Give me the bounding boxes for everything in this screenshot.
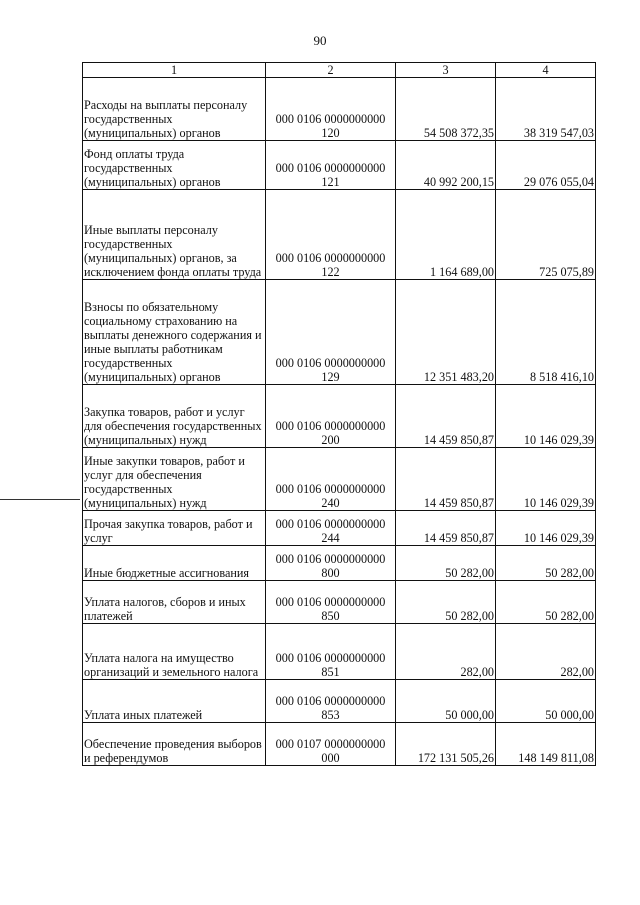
table-row [83,448,596,511]
table-row [83,723,596,766]
row-name: Обеспечение проведения выборов и референдумов [83,723,266,766]
row-value-col3: 1 164 689,00 [396,190,496,280]
row-code [266,190,396,280]
row-name: Прочая закупка товаров, работ и услуг [83,511,266,546]
row-name: Уплата налогов, сборов и иных платежей [83,581,266,624]
header-row [83,63,596,78]
row-code [266,581,396,624]
row-value-col4: 148 149 811,08 [496,723,596,766]
table-row [83,78,596,141]
row-code-line1: 000 0106 0000000000 [275,694,386,708]
row-code-line2: 129 [321,370,340,384]
row-name: Закупка товаров, работ и услуг для обеспечения государственных (муниципальных) нужд [83,385,266,448]
row-value-col4: 10 146 029,39 [496,385,596,448]
row-value-col4: 50 282,00 [496,546,596,581]
row-value-col4: 50 282,00 [496,581,596,624]
row-code-line1: 000 0106 0000000000 [275,651,386,665]
row-code-line1: 000 0106 0000000000 [275,552,386,566]
row-code [266,141,396,190]
row-code [266,78,396,141]
row-code-line2: 800 [321,566,340,580]
row-code-line2: 000 [321,751,340,765]
row-value-col3: 172 131 505,26 [396,723,496,766]
row-code [266,723,396,766]
row-code-line1: 000 0106 0000000000 [275,161,386,175]
row-code-line1: 000 0106 0000000000 [275,251,386,265]
row-value-col4: 8 518 416,10 [496,280,596,385]
row-code [266,546,396,581]
row-name: Уплата иных платежей [83,680,266,723]
row-name: Расходы на выплаты персоналу государственных (муниципальных) органов [83,78,266,141]
budget-table [82,62,596,766]
column-header: 1 [83,63,266,78]
row-code-line1: 000 0107 0000000000 [275,737,386,751]
table-row [83,141,596,190]
row-value-col3: 12 351 483,20 [396,280,496,385]
row-code-line2: 122 [321,265,340,279]
row-code-line2: 244 [321,531,340,545]
table-row [83,511,596,546]
row-code-line2: 120 [321,126,340,140]
row-value-col4: 38 319 547,03 [496,78,596,141]
row-value-col3: 50 282,00 [396,546,496,581]
table-row [83,624,596,680]
margin-rule [0,499,80,500]
row-code [266,385,396,448]
row-name: Уплата налога на имущество организаций и земельного налога [83,624,266,680]
row-value-col3: 14 459 850,87 [396,385,496,448]
row-name: Иные выплаты персоналу государственных (муниципальных) органов, за исключением фонда оплаты труда [83,190,266,280]
row-value-col4: 282,00 [496,624,596,680]
row-value-col4: 10 146 029,39 [496,511,596,546]
table-row [83,680,596,723]
column-header: 3 [396,63,496,78]
row-name: Иные закупки товаров, работ и услуг для обеспечения государственных (муниципальных) нужд [83,448,266,511]
table-row [83,385,596,448]
row-value-col3: 14 459 850,87 [396,448,496,511]
row-code-line1: 000 0106 0000000000 [275,517,386,531]
column-header: 4 [496,63,596,78]
row-value-col3: 40 992 200,15 [396,141,496,190]
row-name: Иные бюджетные ассигнования [83,546,266,581]
row-code [266,280,396,385]
row-value-col4: 725 075,89 [496,190,596,280]
row-code-line2: 850 [321,609,340,623]
row-code-line1: 000 0106 0000000000 [275,112,386,126]
row-code-line1: 000 0106 0000000000 [275,482,386,496]
column-header: 2 [266,63,396,78]
page-number: 90 [313,33,327,48]
row-value-col4: 50 000,00 [496,680,596,723]
row-code [266,448,396,511]
row-name: Взносы по обязательному социальному страхованию на выплаты денежного содержания и иные выплаты работникам государственных (муниципальных) органов [83,280,266,385]
table-body [83,78,596,766]
row-value-col4: 29 076 055,04 [496,141,596,190]
row-value-col3: 14 459 850,87 [396,511,496,546]
row-value-col3: 54 508 372,35 [396,78,496,141]
row-value-col3: 50 282,00 [396,581,496,624]
row-value-col3: 50 000,00 [396,680,496,723]
row-code-line2: 853 [321,708,340,722]
table-row [83,190,596,280]
row-code-line1: 000 0106 0000000000 [275,595,386,609]
row-code [266,624,396,680]
table-row [83,581,596,624]
row-value-col4: 10 146 029,39 [496,448,596,511]
row-name: Фонд оплаты труда государственных (муниципальных) органов [83,141,266,190]
table-row [83,546,596,581]
row-code-line1: 000 0106 0000000000 [275,356,386,370]
row-code-line2: 200 [321,433,340,447]
row-code-line2: 121 [321,175,340,189]
row-code [266,680,396,723]
row-code [266,511,396,546]
table-row [83,280,596,385]
row-code-line2: 851 [321,665,340,679]
row-code-line1: 000 0106 0000000000 [275,419,386,433]
row-code-line2: 240 [321,496,340,510]
row-value-col3: 282,00 [396,624,496,680]
